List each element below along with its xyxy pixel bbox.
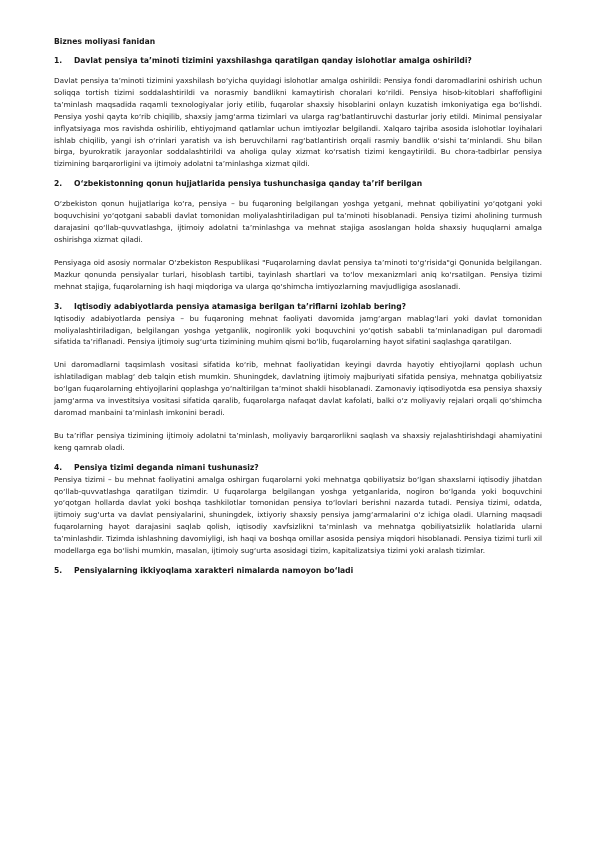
question-text: Pensiyalarning ikkiyoqlama xarakteri nimalarda namoyon bo‘ladi [74, 566, 354, 575]
question-text: Iqtisodiy adabiyotlarda pensiya atamasiga berilgan ta’riflarni izohlab bering? [74, 301, 407, 311]
question-number: 3. [54, 301, 63, 311]
question-4 [54, 463, 542, 473]
question-1 [54, 56, 542, 66]
question-text: Davlat pensiya ta’minoti tizimini yaxshilashga qaratilgan qanday islohotlar amalga oshirildi? [74, 56, 472, 65]
answer-paragraph: Uni daromadlarni taqsimlash vositasi sifatida ko‘rib, mehnat faoliyatidan keyingi davrda hayotiy ehtiyojlarni qoplash uchun ishlatiladigan mablag‘ deb talqin etish mumkin. Shuningdek, davlatning ijtimoiy majburiyati sifatida pensiya, mehnatga qobiliyatsiz bo‘lgan fuqarolarning ehtiyojlarini qoplashga yo‘naltirilgan ta’minot shakli hisoblanadi. Zamonaviy iqtisodiyotda esa pensiya shaxsiy jamg‘arma va investitsiya vositasi sifatida qaralib, fuqarolarga nafaqat davlat kafolati, balki o‘z moliyaviy rejalari orqali qo‘shimcha daromad manbaini ta’minlash imkonini beradi. [54, 360, 542, 417]
answer-paragraph: Pensiyaga oid asosiy normalar O‘zbekiston Respublikasi "Fuqarolarning davlat pensiya ta’minoti to‘g‘risida"gi Qonunida belgilangan. Mazkur qonunda pensiyalar turlari, hisoblash tartibi, tayinlash shartlari va to‘lov mexanizmlari aniq ko‘rsatilgan. Pensiya tizimi mehnat stajiga, fuqarolarning ish haqi miqdoriga va ularga qo‘shimcha imtiyozlarning mavjudligiga asoslanadi. [54, 257, 542, 291]
question-number: 4. [54, 462, 63, 472]
question-3 [54, 302, 542, 312]
answer-paragraph: O‘zbekiston qonun hujjatlariga ko‘ra, pensiya – bu fuqaroning belgilangan yoshga yetgani, mehnat qobiliyatini yo‘qotgani yoki boquvchisini yo‘qotgani sababli davlat tomonidan moliyalashtiriladigan pul ta’minoti hisoblanadi. Pensiya tizimi aholining turmush darajasini qo‘llab-quvvatlashga, ijtimoiy adolatni ta’minlashga va mehnat stajiga asoslangan holda shaxsiy huquqlarni amalga oshirishga xizmat qiladi. [54, 199, 542, 244]
document-title: Biznes moliyasi fanidan [54, 37, 156, 46]
question-number: 1. [54, 56, 63, 65]
question-number: 5. [54, 566, 63, 575]
question-text: O‘zbekistonning qonun hujjatlarida pensiya tushunchasiga qanday ta’rif berilgan [74, 179, 423, 189]
question-text: Pensiya tizimi deganda nimani tushunasiz? [74, 462, 259, 472]
answer-paragraph: Pensiya tizimi – bu mehnat faoliyatini amalga oshirgan fuqarolarni yoki mehnatga qobiliyatsiz bo‘lgan shaxslarni iqtisodiy jihatdan qo‘llab-quvvatlashga qaratilgan tizimdir. U fuqarolarga belgilangan yoshga yetganlarida, nogiron bo‘lganda yoki boquvchini yo‘qotgan hollarda davlat yoki boshqa tashkilotlar tomonidan pensiya to‘lovlari berishni nazarda tutadi. Pensiya tizimi, odatda, ijtimoiy sug‘urta va davlat pensiyalarini, shuningdek, ixtiyoriy shaxsiy pensiya jamg‘armalarini o‘z ichiga oladi. Ularning maqsadi fuqarolarning hayot darajasini saqlab qolish, iqtisodiy xavfsizlikni ta’minlash va mehnatga qobiliyatsizlik holatlarida ularni ta’minlashdir. Tizimda ishlashning davomiyligi, ish haqi va boshqa omillar asosida pensiya miqdori hisoblanadi. Pensiya tizimi turli xil modellarga ega bo‘lishi mumkin, masalan, ijtimoiy sug‘urta asosidagi tizim, kapitalizatsiya tizimi yoki aralash tizimlar. [54, 474, 542, 556]
answer-paragraph: Davlat pensiya ta’minoti tizimini yaxshilash bo‘yicha quyidagi islohotlar amalga oshirildi: Pensiya fondi daromadlarini oshirish uchun soliqqa tortish tizimi soddalashtirildi va norasmiy bandlikni kamaytirish choralari ko‘rildi. Pensiya hisob-kitoblari shaffofligini ta’minlash maqsadida raqamli texnologiyalar joriy etilib, fuqarolar shaxsiy hisoblarini onlayn kuzatish imkoniyatiga ega bo‘lishdi. Pensiya yoshi qayta ko‘rib chiqilib, shaxsiy jamg‘arma tizimlari va ularga rag‘batlantiruvchi dasturlar joriy etildi. Minimal pensiyalar inflyatsiyaga mos ravishda oshirilib, ehtiyojmand qatlamlar uchun imtiyozlar belgilandi. Xalqaro tajriba asosida islohotlar loyihalari ishlab chiqilib, yangi ish o‘rinlari yaratish va ish beruvchilarni rag‘batlantirish orqali rasmiy bandlik o‘sishi ta’minlandi. Shu bilan birga, byurokratik jarayonlar soddalashtirildi va aholiga qulay xizmat ko‘rsatish tizimi kengaytirildi. Bu chora-tadbirlar pensiya tizimining barqarorligini va ijtimoiy adolatni ta’minlashga xizmat qildi. [54, 76, 542, 169]
question-number: 2. [54, 179, 63, 189]
question-5 [54, 566, 542, 576]
answer-paragraph: Iqtisodiy adabiyotlarda pensiya – bu fuqaroning mehnat faoliyati davomida jamg‘argan mablag‘lari yoki davlat tomonidan moliyalashtiriladigan, belgilangan yoshga yetganlik, nogironlik yoki boquvchini yo‘qotish sababli ta’minlanadigan pul daromadi sifatida ta’riflanadi. Pensiya ijtimoiy sug‘urta tizimining muhim qismi bo‘lib, fuqarolarning hayot sifatini saqlashga qaratilgan. [54, 313, 542, 347]
question-2 [54, 179, 542, 189]
answer-paragraph: Bu ta’riflar pensiya tizimining ijtimoiy adolatni ta’minlash, moliyaviy barqarorlikni saqlash va shaxsiy rejalashtirishdagi ahamiyatini keng qamrab oladi. [54, 430, 542, 452]
